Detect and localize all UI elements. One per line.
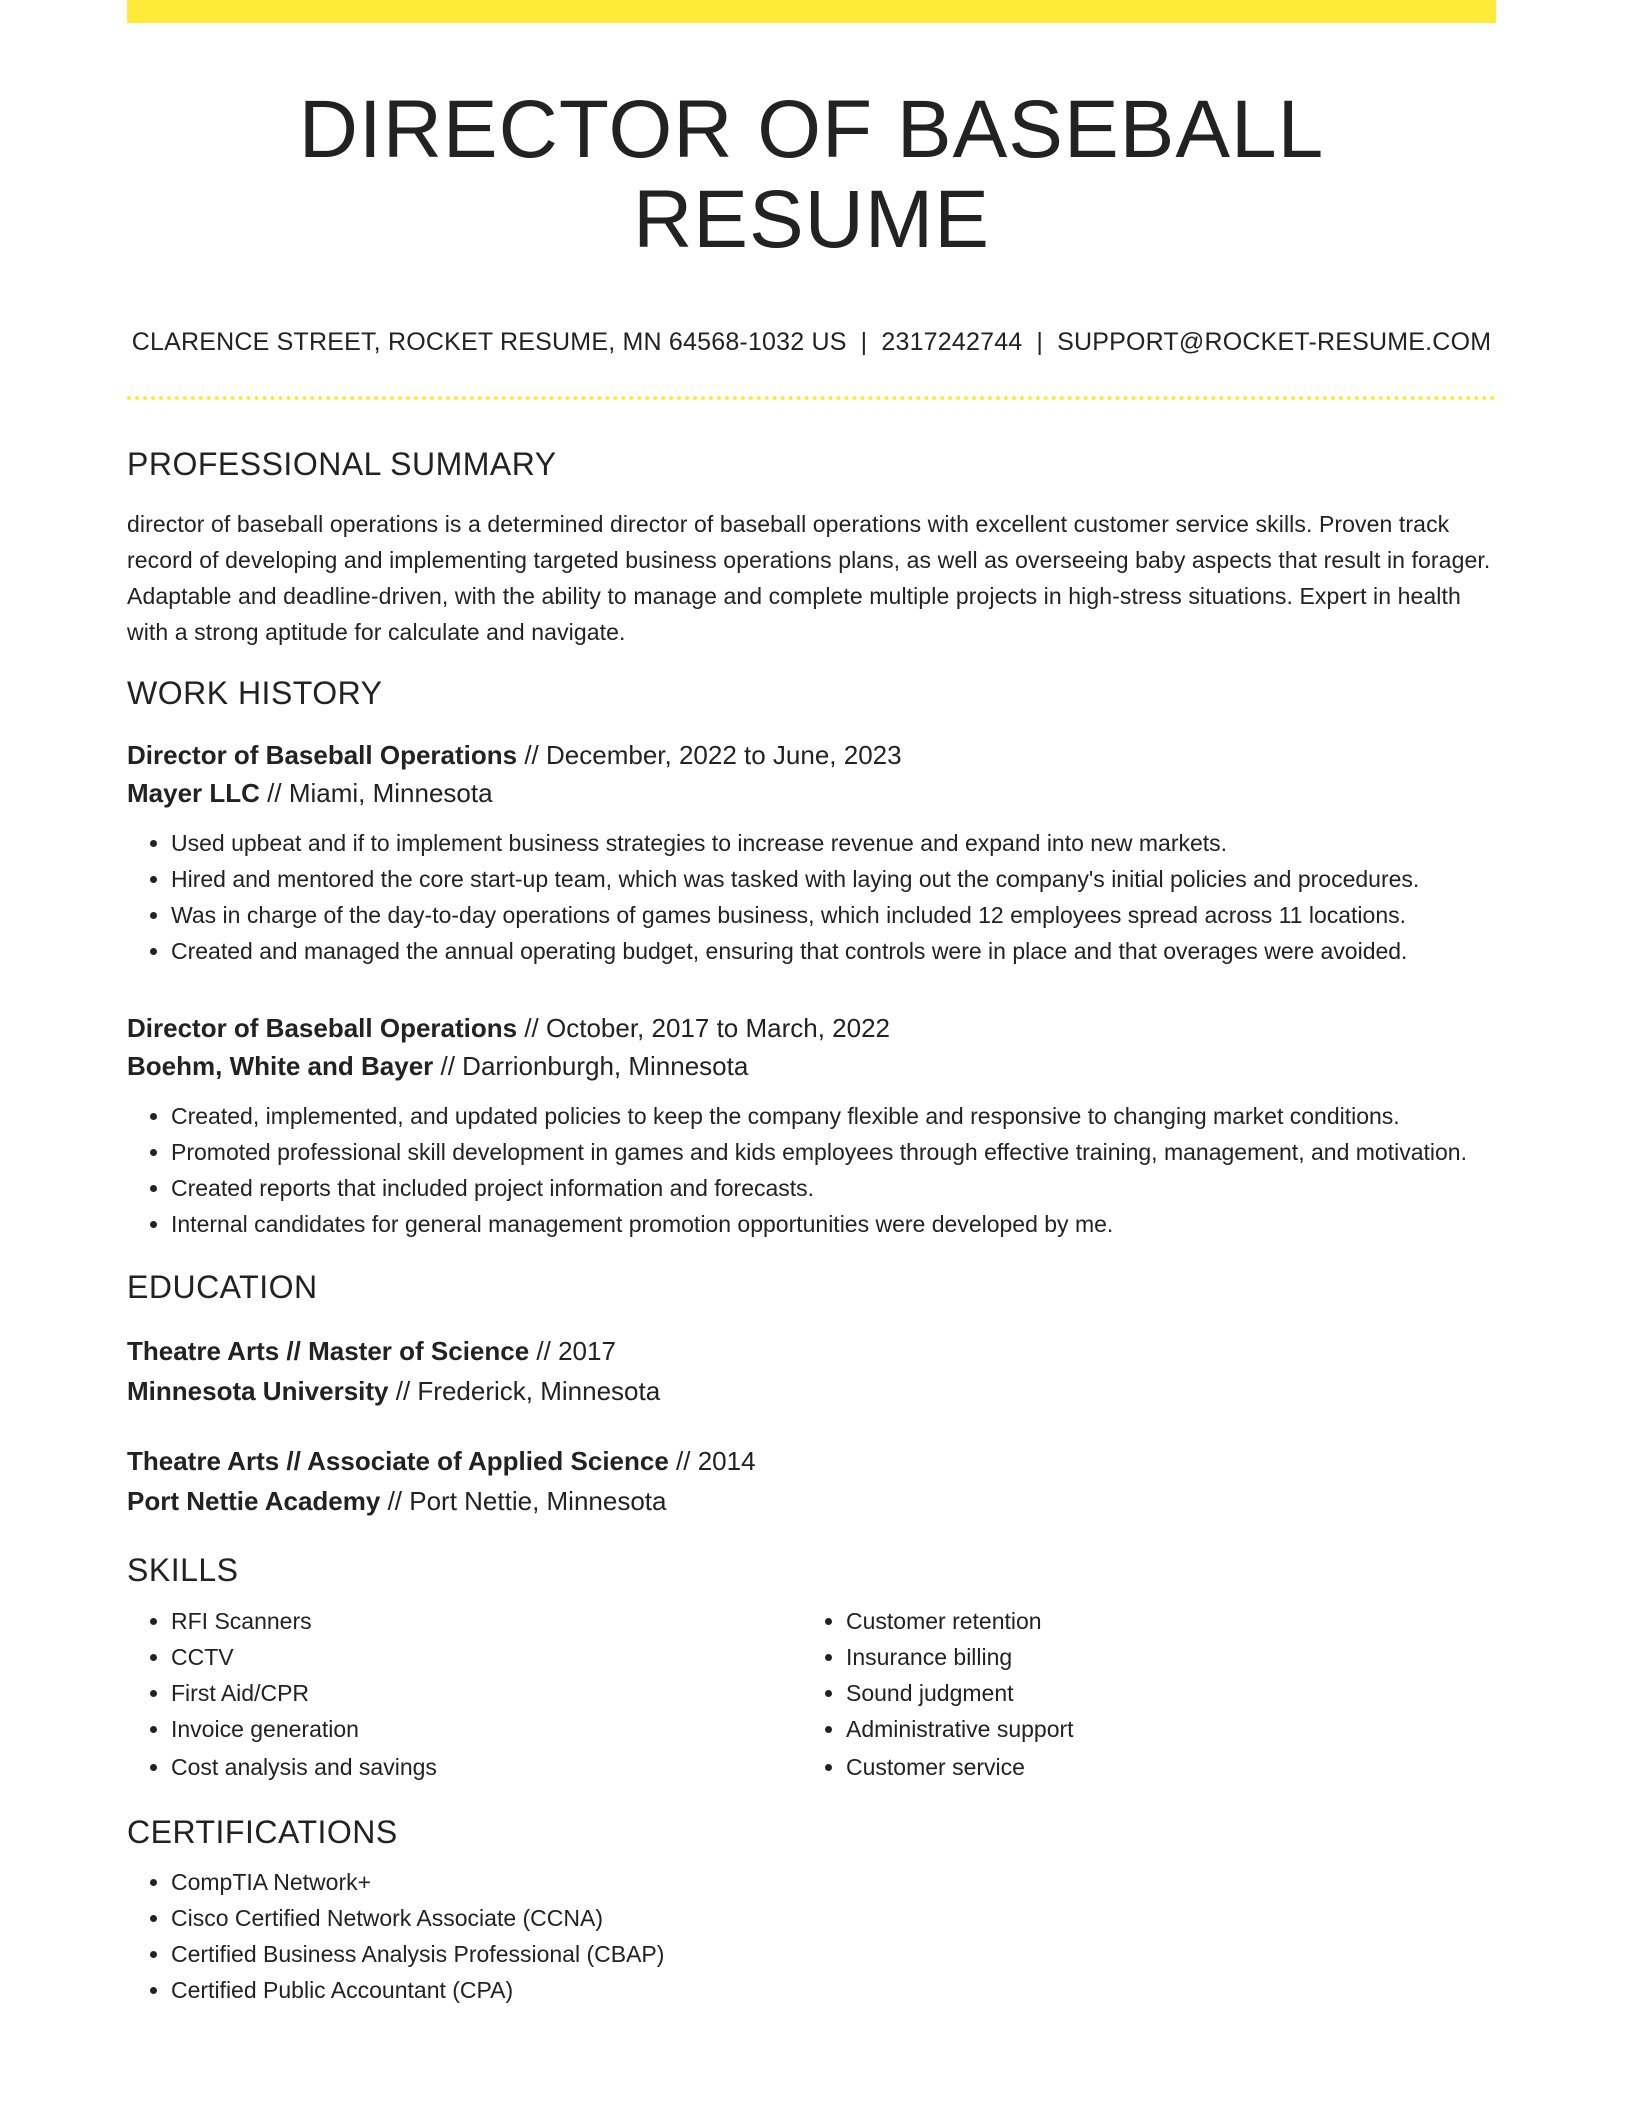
list-item: • Certified Public Accountant (CPA) bbox=[171, 1972, 1496, 2008]
degree-line bbox=[127, 1441, 1496, 1481]
job-title-line bbox=[127, 1009, 1496, 1047]
degree-line bbox=[127, 1331, 1496, 1371]
skills-columns bbox=[127, 1603, 1496, 1785]
contact-phone: 2317242744 bbox=[881, 328, 1023, 357]
contact-separator: | bbox=[860, 328, 868, 357]
list-item: • Administrative support bbox=[846, 1711, 1477, 1747]
certifications-heading: CERTIFICATIONS bbox=[127, 1813, 398, 1850]
list-item: • Insurance billing bbox=[846, 1639, 1477, 1675]
contact-email: SUPPORT@ROCKET-RESUME.COM bbox=[1057, 328, 1492, 357]
contact-line bbox=[127, 327, 1496, 357]
certifications-list bbox=[127, 1864, 1496, 2008]
list-item: • Internal candidates for general management promotion opportunities were developed by me. bbox=[171, 1206, 1496, 1242]
school-location: // Port Nettie, Minnesota bbox=[380, 1485, 667, 1516]
degree-name: Theatre Arts // Master of Science bbox=[127, 1335, 530, 1366]
list-item: • Cisco Certified Network Associate (CCNA) bbox=[171, 1900, 1496, 1936]
contact-separator: | bbox=[1036, 328, 1044, 357]
list-item: • Customer service bbox=[846, 1749, 1477, 1785]
skills-list-right bbox=[802, 1603, 1477, 1785]
job-entry bbox=[127, 736, 1496, 969]
job-company: Boehm, White and Bayer bbox=[127, 1051, 434, 1082]
list-item: • Invoice generation bbox=[171, 1711, 802, 1747]
accent-top-bar bbox=[127, 0, 1496, 23]
work-history-heading: WORK HISTORY bbox=[127, 674, 383, 711]
school-line bbox=[127, 1371, 1496, 1411]
job-location: // Darrionburgh, Minnesota bbox=[433, 1051, 749, 1082]
job-dates: // December, 2022 to June, 2023 bbox=[517, 740, 902, 771]
job-dates: // October, 2017 to March, 2022 bbox=[517, 1013, 890, 1044]
summary-heading: PROFESSIONAL SUMMARY bbox=[127, 446, 557, 483]
list-item: • Used upbeat and if to implement business strategies to increase revenue and expand into new markets. bbox=[171, 825, 1496, 861]
list-item: • First Aid/CPR bbox=[171, 1675, 802, 1711]
list-item: • Created reports that included project information and forecasts. bbox=[171, 1170, 1496, 1206]
job-entry bbox=[127, 1009, 1496, 1242]
education-entry bbox=[127, 1441, 1496, 1521]
contact-address: CLARENCE STREET, ROCKET RESUME, MN 64568-1032 US bbox=[131, 328, 847, 357]
list-item: • Created and managed the annual operating budget, ensuring that controls were in place and that overages were avoided. bbox=[171, 933, 1496, 969]
dotted-divider bbox=[127, 396, 1496, 400]
list-item: • Was in charge of the day-to-day operations of games business, which included 12 employees spread across 11 locations. bbox=[171, 897, 1496, 933]
list-item: • Hired and mentored the core start-up team, which was tasked with laying out the company's initial policies and procedures. bbox=[171, 861, 1496, 897]
degree-year: // 2014 bbox=[668, 1445, 756, 1476]
education-heading: EDUCATION bbox=[127, 1269, 318, 1306]
job-company-line bbox=[127, 1047, 1496, 1085]
degree-year: // 2017 bbox=[529, 1335, 616, 1366]
summary-text: director of baseball operations is a determined director of baseball operations with excellent customer service skills. Proven track record of developing and implementing targeted business operations plans, as well as overseeing baby aspects that result in forager. Adaptable and deadline-driven, with the ability to manage and complete multiple projects in high-stress situations. Expert in health with a strong aptitude for calculate and navigate. bbox=[127, 510, 1491, 645]
list-item: • Promoted professional skill development in games and kids employees through effective training, management, and motivation. bbox=[171, 1134, 1496, 1170]
degree-name: Theatre Arts // Associate of Applied Science bbox=[127, 1445, 669, 1476]
school-name: Port Nettie Academy bbox=[127, 1485, 381, 1516]
job-location: // Miami, Minnesota bbox=[259, 778, 493, 809]
skills-list-left bbox=[127, 1603, 802, 1785]
list-item: • Cost analysis and savings bbox=[171, 1749, 802, 1785]
school-name: Minnesota University bbox=[127, 1375, 389, 1406]
list-item: • Certified Business Analysis Professional (CBAP) bbox=[171, 1936, 1496, 1972]
job-bullets bbox=[127, 825, 1496, 969]
skills-heading: SKILLS bbox=[127, 1551, 239, 1588]
list-item: • Customer retention bbox=[846, 1603, 1477, 1639]
education-entry bbox=[127, 1331, 1496, 1411]
list-item: • CCTV bbox=[171, 1639, 802, 1675]
list-item: • RFI Scanners bbox=[171, 1603, 802, 1639]
list-item: • CompTIA Network+ bbox=[171, 1864, 1496, 1900]
resume-page bbox=[127, 0, 1496, 2008]
job-title: Director of Baseball Operations bbox=[127, 1013, 518, 1044]
job-company: Mayer LLC bbox=[127, 778, 260, 809]
job-title-line bbox=[127, 736, 1496, 774]
resume-title: DIRECTOR OF BASEBALL RESUME bbox=[298, 84, 1325, 266]
list-item: • Sound judgment bbox=[846, 1675, 1477, 1711]
job-title: Director of Baseball Operations bbox=[127, 740, 518, 771]
list-item: • Created, implemented, and updated policies to keep the company flexible and responsive to changing market conditions. bbox=[171, 1098, 1496, 1134]
job-company-line bbox=[127, 774, 1496, 812]
job-bullets bbox=[127, 1098, 1496, 1242]
school-location: // Frederick, Minnesota bbox=[388, 1375, 661, 1406]
school-line bbox=[127, 1481, 1496, 1521]
